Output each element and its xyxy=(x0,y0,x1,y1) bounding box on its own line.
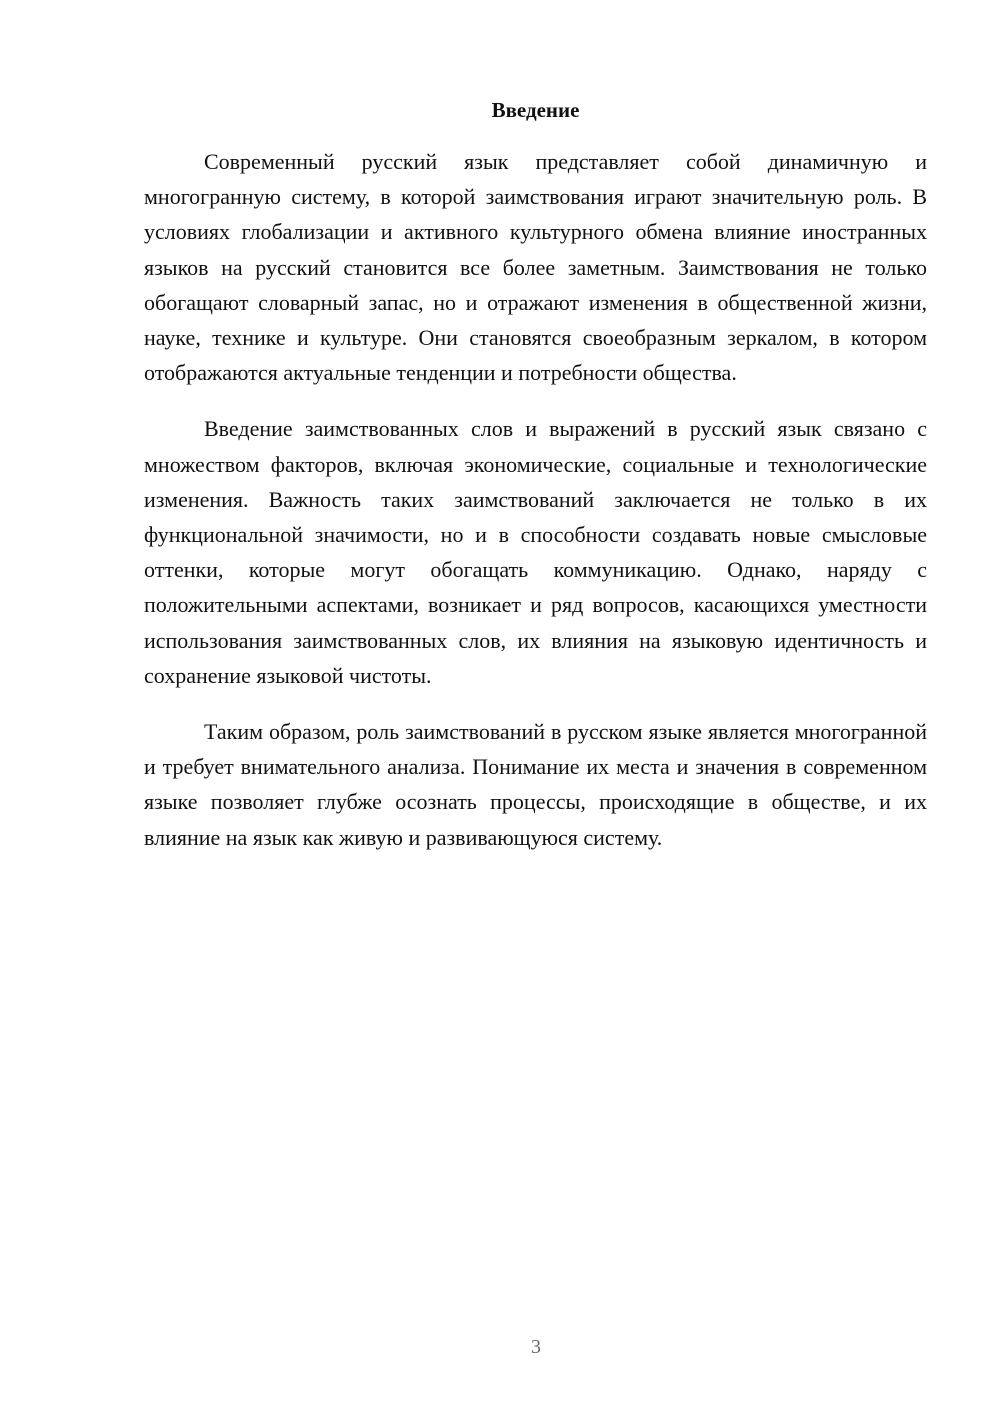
section-heading: Введение xyxy=(491,98,580,122)
page-content xyxy=(144,94,927,855)
paragraph-1: Современный русский язык представляет собой динамичную и многогранную систему, в которой заимствования играют значительную роль. В условиях глобализации и активного культурного обмена влияние иностранных языков на русский становится все более заметным. Заимствования не только обогащают словарный запас, но и отражают изменения в общественной жизни, науке, технике и культуре. Они становятся своеобразным зеркалом, в котором отображаются актуальные тенденции и потребности общества. xyxy=(144,149,927,386)
page-number: 3 xyxy=(531,1336,541,1358)
paragraph-3: Таким образом, роль заимствований в русском языке является многогранной и требует внимательного анализа. Понимание их места и значения в современном языке позволяет глубже осознать процессы, происходящие в обществе, и их влияние на язык как живую и развивающуюся систему. xyxy=(144,719,927,850)
paragraph-2: Введение заимствованных слов и выражений в русский язык связано с множеством факторов, включая экономические, социальные и технологические изменения. Важность таких заимствований заключается не только в их функциональной значимости, но и в способности создавать новые смысловые оттенки, которые могут обогащать коммуникацию. Однако, наряду с положительными аспектами, возникает и ряд вопросов, касающихся уместности использования заимствованных слов, их влияния на языковую идентичность и сохранение языковой чистоты. xyxy=(144,416,927,688)
